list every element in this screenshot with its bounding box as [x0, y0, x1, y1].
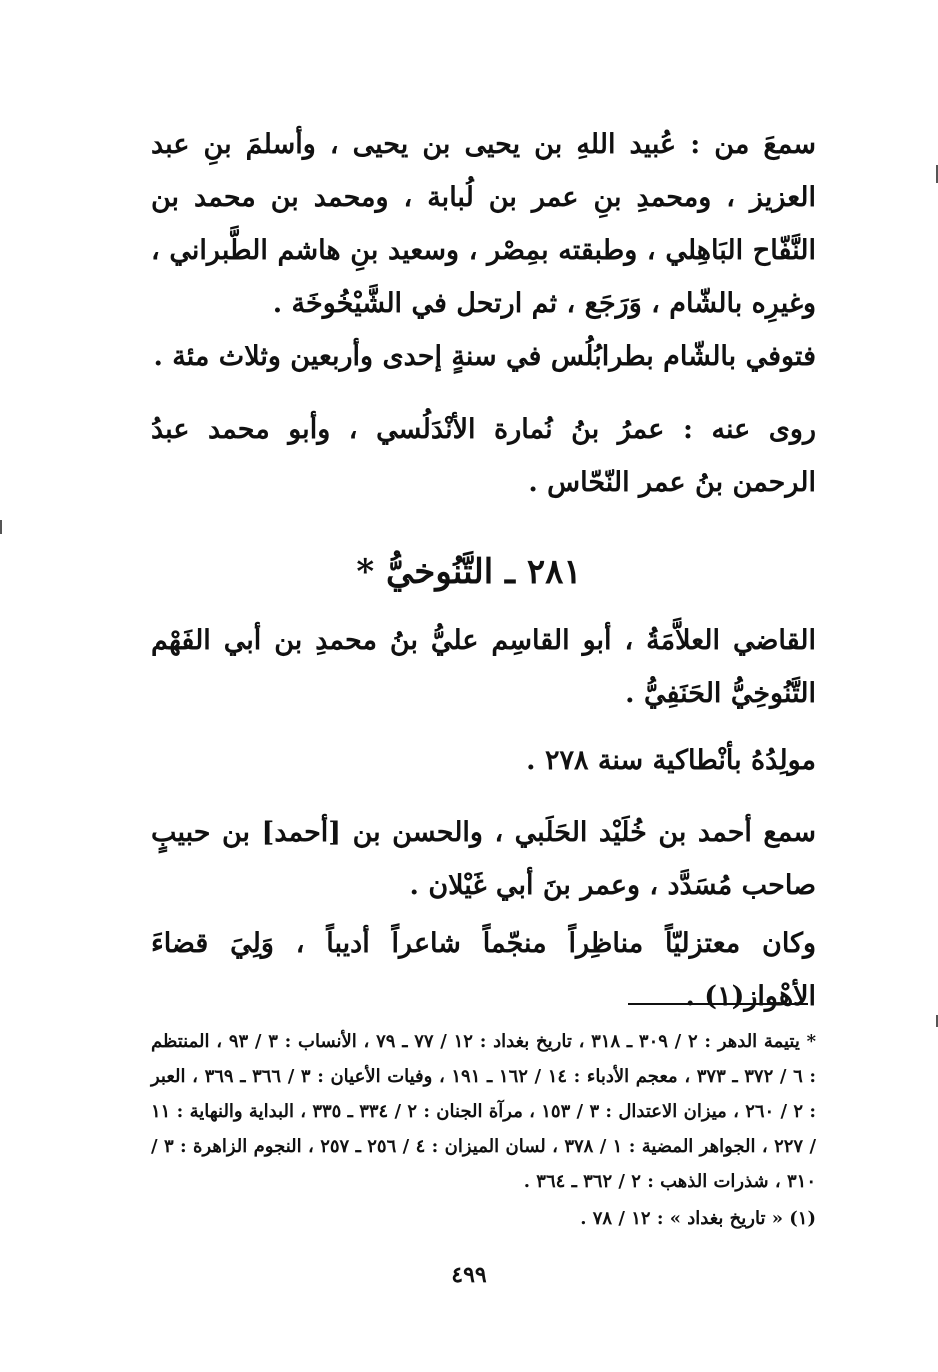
footnote-1: (١) « تاريخ بغداد » : ١٢ / ٧٨ .	[580, 1208, 816, 1229]
page-number: ٤٩٩	[451, 1262, 487, 1288]
paragraph-birth: مولِدُهُ بأنْطاكية سنة ٢٧٨ .	[526, 745, 816, 776]
paragraph-death: فتوفي بالشّام بطرابُلُس في سنةٍ إحدى وأربعين وثلاث مئة .	[153, 341, 816, 372]
paragraph-description: وكان معتزليّاً مناظِراً منجّماً شاعراً أديباً ، وَلِيَ قضاءَ الأهْواز(١) .	[151, 928, 816, 1012]
paragraph-narrators: روى عنه : عمرُ بنُ نُمارة الأنْدَلُسي ، وأبو محمد عبدُ الرحمن بنُ عمر النّحّاس .	[151, 414, 816, 498]
paragraph-hearing: سمع أحمد بن خُلَيْد الحَلَبي ، والحسن بن [أحمد] بن حبيبٍ صاحب مُسَدَّد ، وعمر بنَ أبي غَيْلان .	[151, 817, 816, 901]
scan-edge-mark	[0, 520, 2, 534]
biography-heading: ٢٨١ ـ التَّنُوخيُّ *	[356, 552, 582, 592]
paragraph-name: القاضي العلاَّمَةُ ، أبو القاسِم عليُّ بنُ محمدِ بن أبي الفَهْم التَّنُوخِيُّ الحَنَفِيُّ .	[151, 625, 816, 709]
footnote-sources: * يتيمة الدهر : ٢ / ٣٠٩ ـ ٣١٨ ، تاريخ بغداد : ١٢ / ٧٧ ـ ٧٩ ، الأنساب : ٣ / ٩٣ ، المنتظم : ٦ / ٣٧٢ ـ ٣٧٣ ، معجم الأدباء : ١٤ / ١٦٢ ـ ١٩١ ، وفيات الأعيان : ٣ / ٣٦٦ ـ ٣٦٩ ، العبر : ٢ / ٢٦٠ ، ميزان الاعتدال : ٣ / ١٥٣ ، مرآة الجنان : ٢ / ٣٣٤ ـ ٣٣٥ ، البداية والنهاية : ١١ / ٢٢٧ ، الجواهر المضية : ١ / ٣٧٨ ، لسان الميزان : ٤ / ٢٥٦ ـ ٢٥٧ ، النجوم الزاهرة : ٣ / ٣١٠ ، شذرات الذهب : ٢ / ٣٦٢ ـ ٣٦٤ .	[151, 1031, 817, 1192]
paragraph-teachers: سمعَ من : عُبيد اللهِ بن يحيى بن يحيى ، وأسلمَ بنِ عبد العزيز ، ومحمدِ بنِ عمر بن لُبابة ، ومحمد بن محمد بن النَّفّاح البَاهِلي ، وطبقته بمِصْر ، وسعيد بنِ هاشم الطَّبراني ، وغيرِه بالشّام ، وَرَجَع ، ثم ارتحل في الشَّيْخُوخَة .	[151, 129, 816, 319]
footnote-divider	[628, 1003, 808, 1005]
footnotes	[151, 1024, 816, 1236]
